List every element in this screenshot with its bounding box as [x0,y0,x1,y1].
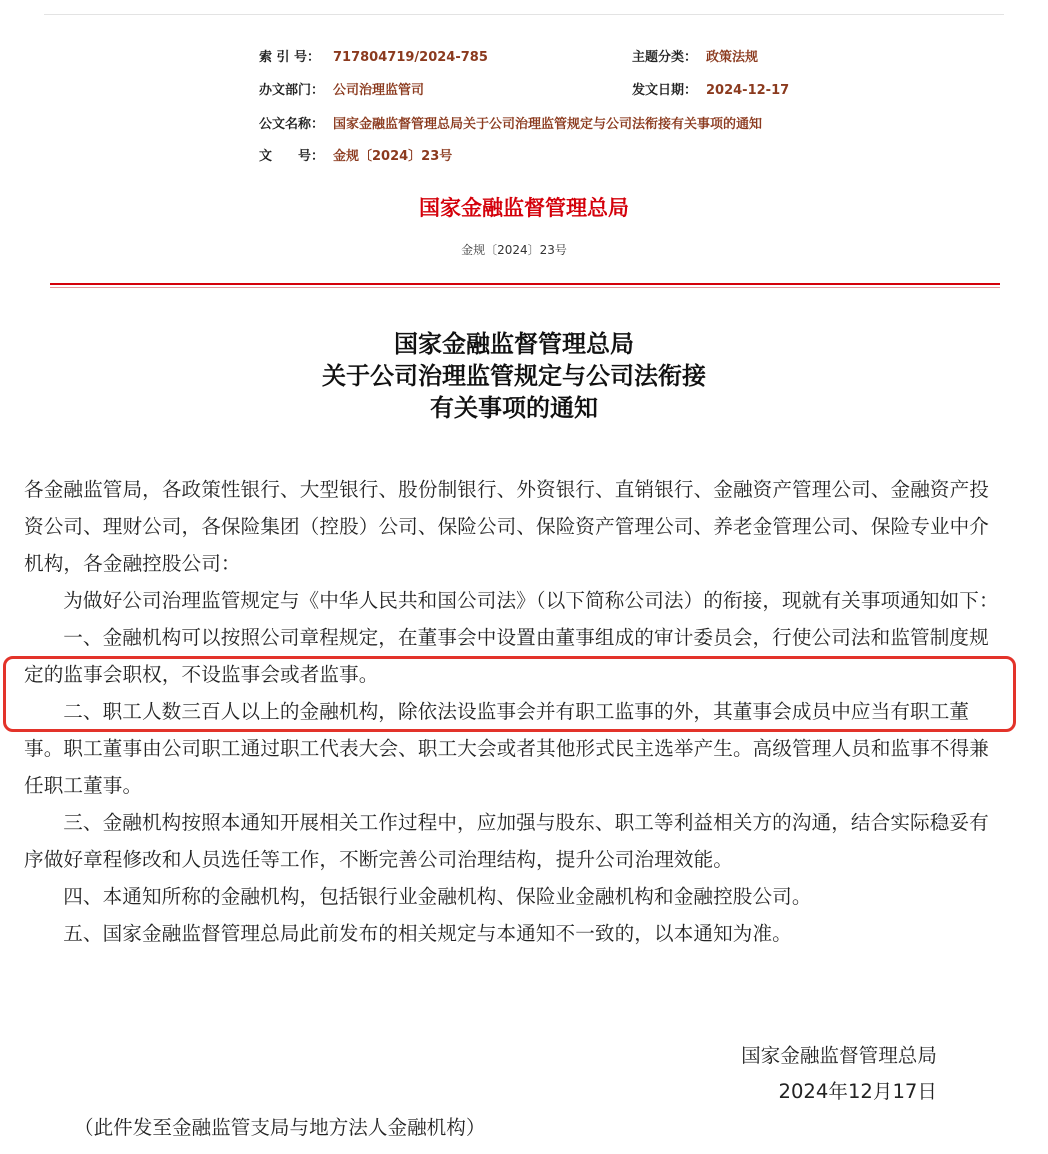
top-divider [44,14,1004,15]
intro-paragraph: 为做好公司治理监管规定与《中华人民共和国公司法》（以下简称公司法）的衔接，现就有关事项通知如下： [63,589,999,612]
meta-index [259,50,488,66]
signature-org: 国家金融监督管理总局 [741,1044,937,1067]
red-divider [50,283,1000,285]
meta-dept [259,83,424,99]
recipients-paragraph: 各金融监管局，各政策性银行、大型银行、股份制银行、外资银行、直销银行、金融资产管理公司、金融资产投资公司、理财公司，各保险集团（控股）公司、保险公司、保险资产管理公司、养老金管理公司、保险专业中介机构，各金融控股公司： [24,478,989,575]
meta-date-label: 发文日期： [632,83,698,98]
meta-dept-value: 公司治理监管司 [333,83,425,98]
signature-date: 2024年12月17日 [778,1080,937,1103]
meta-dept-label: 办文部门： [259,83,325,98]
meta-name-value: 国家金融监督管理总局关于公司治理监管规定与公司法衔接有关事项的通知 [333,117,763,132]
item-5-paragraph: 五、国家金融监督管理总局此前发布的相关规定与本通知不一致的，以本通知为准。 [63,922,792,945]
meta-index-value: 717804719/2024-785 [333,50,488,65]
item-4-paragraph: 四、本通知所称的金融机构，包括银行业金融机构、保险业金融机构和金融控股公司。 [63,885,812,908]
meta-name-label: 公文名称： [259,117,325,132]
meta-date-value: 2024-12-17 [706,83,790,98]
meta-docno-value: 金规〔2024〕23号 [333,149,453,164]
title-line-1: 国家金融监督管理总局 [394,330,634,358]
distribution-note: （此件发至金融监管支局与地方法人金融机构） [74,1116,486,1139]
item-1-paragraph: 一、金融机构可以按照公司章程规定，在董事会中设置由董事组成的审计委员会，行使公司法和监管制度规定的监事会职权，不设监事会或者监事。 [24,626,989,686]
meta-index-label: 索 引 号： [259,50,321,65]
meta-date [632,83,789,99]
meta-name [259,117,762,133]
highlight-annotation-box [3,656,1016,732]
meta-category [632,50,758,66]
item-3-paragraph: 三、金融机构按照本通知开展相关工作过程中，应加强与股东、职工等利益相关方的沟通，结合实际稳妥有序做好章程修改和人员选任等工作，不断完善公司治理结构，提升公司治理效能。 [24,811,989,871]
document-number: 金规〔2024〕23号 [461,243,567,257]
title-line-2: 关于公司治理监管规定与公司法衔接 [322,362,706,390]
item-2-paragraph: 二、职工人数三百人以上的金融机构，除依法设监事会并有职工监事的外，其董事会成员中应当有职工董事。职工董事由公司职工通过职工代表大会、职工大会或者其他形式民主选举产生。高级管理人员和监事不得兼任职工董事。 [24,700,989,797]
issuer-red-heading: 国家金融监督管理总局 [419,196,629,220]
meta-docno [259,149,452,165]
meta-category-value: 政策法规 [706,50,759,65]
title-line-3: 有关事项的通知 [430,394,598,422]
red-divider-thin [50,287,1000,288]
document-title [0,328,1028,424]
meta-docno-label: 文 号： [259,149,325,164]
meta-category-label: 主题分类： [632,50,698,65]
